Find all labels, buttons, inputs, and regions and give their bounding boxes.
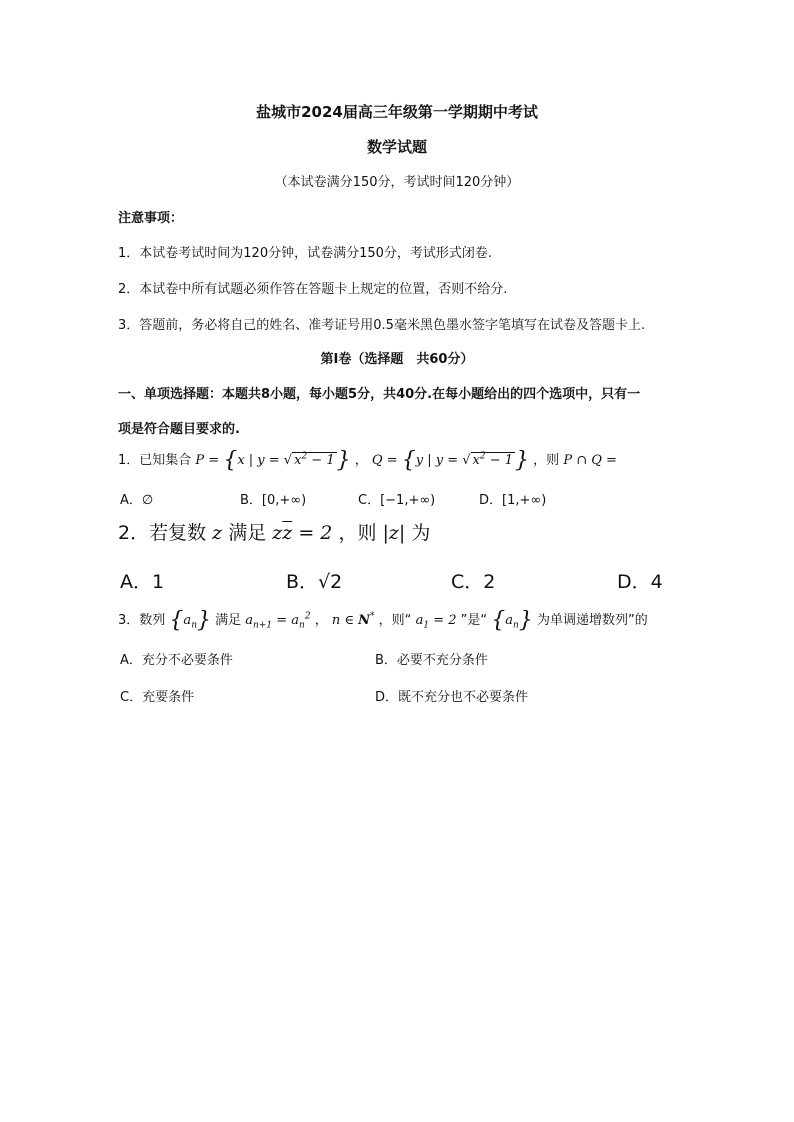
- q2-option-a: A．1: [120, 571, 165, 593]
- q3-end: 为单调递增数列”的: [536, 613, 648, 628]
- exam-note: （本试卷满分150分，考试时间120分钟）: [274, 175, 520, 190]
- q3-is: ”是“: [460, 613, 488, 628]
- q3-option-a: A．充分不必要条件: [120, 653, 233, 668]
- section-heading-line1: 一、单项选择题：本题共8小题，每小题5分，共40分.在每小题给出的四个选项中，只有一: [118, 387, 641, 402]
- exam-title: 盐城市2024届高三年级第一学期期中考试: [256, 103, 538, 121]
- q2-suffix: ，则: [338, 522, 377, 544]
- q3-option-b: B．必要不充分条件: [375, 653, 488, 668]
- q3-mid: 满足: [215, 613, 242, 628]
- notice-item-2: 2．本试卷中所有试题必须作答在答题卡上规定的位置，否则不给分.: [118, 282, 508, 297]
- q2-end: 为: [411, 522, 431, 544]
- q1-sep: ，: [354, 453, 368, 468]
- q1-set-q: Q = {y | y = √ $x^2 - 1$}: [371, 448, 530, 473]
- q3-option-c: C．充要条件: [120, 690, 195, 705]
- q3-sequence-2: $\{a_n\}$: [491, 608, 533, 633]
- q3-prefix: 3．数列: [118, 613, 166, 628]
- question-3: [118, 608, 648, 633]
- notice-heading: 注意事项：: [118, 211, 184, 226]
- q2-mid: 满足: [228, 522, 267, 544]
- q2-condition: $z\overline{z} = 2$: [272, 522, 333, 544]
- q2-z: z: [212, 522, 223, 544]
- q3-initial: $a_1 = 2$: [415, 613, 457, 631]
- exam-subject: 数学试题: [366, 138, 427, 156]
- q2-modulus: |z|: [382, 522, 406, 544]
- q1-option-a: A．∅: [120, 493, 154, 508]
- q1-option-d: D．[1,+∞): [479, 493, 547, 508]
- q3-sequence: $\{a_n\}$: [169, 608, 211, 633]
- q1-option-c: C．[−1,+∞): [358, 493, 436, 508]
- q3-sep: ，: [314, 613, 328, 628]
- notice-item-1: 1．本试卷考试时间为120分钟，试卷满分150分，考试形式闭卷.: [118, 246, 493, 261]
- notice-item-3: 3．答题前，务必将自己的姓名、准考证号用0.5毫米黑色墨水签字笔填写在试卷及答题卡上.: [118, 318, 646, 333]
- q3-option-d: D．既不充分也不必要条件: [375, 690, 529, 705]
- q2-prefix: 2．若复数: [118, 522, 207, 544]
- question-2: [118, 518, 430, 545]
- q3-domain: n ∈ N*: [331, 611, 375, 628]
- q1-suffix: ，则: [533, 453, 560, 468]
- q3-recurrence: $a_{n+1} = a_n^2$: [245, 611, 311, 631]
- q1-intersection: P ∩ Q =: [563, 453, 617, 468]
- q1-set-p: P = {x | y = √ $x^2 - 1$}: [195, 448, 351, 473]
- q2-option-c: C．2: [451, 571, 496, 593]
- q2-option-b: B．√2: [286, 571, 343, 593]
- question-1: [118, 448, 617, 473]
- q2-option-d: D．4: [617, 571, 663, 593]
- section-heading-line2: 项是符合题目要求的.: [118, 422, 240, 437]
- q1-option-b: B．[0,+∞): [240, 493, 307, 508]
- q3-then: ，则“: [378, 613, 412, 628]
- part1-heading: 第Ⅰ卷（选择题 共60分）: [320, 352, 474, 367]
- q1-prefix: 1．已知集合: [118, 453, 192, 468]
